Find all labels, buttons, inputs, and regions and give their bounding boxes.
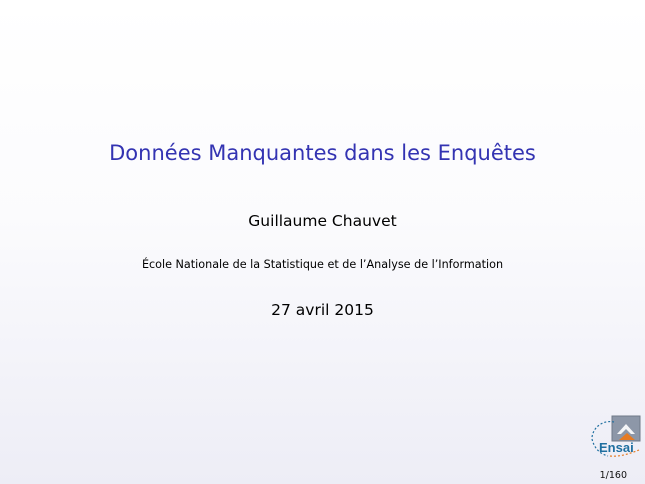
presentation-date: 27 avril 2015: [271, 301, 374, 319]
institute-name: École Nationale de la Statistique et de l’Analyse de l’Information: [141, 258, 504, 271]
presentation-title: Données Manquantes dans les Enquêtes: [109, 141, 536, 165]
page-number: 1/160: [599, 470, 627, 481]
ensai-logo-text: Ensai: [599, 440, 634, 455]
author-name: Guillaume Chauvet: [248, 212, 397, 230]
